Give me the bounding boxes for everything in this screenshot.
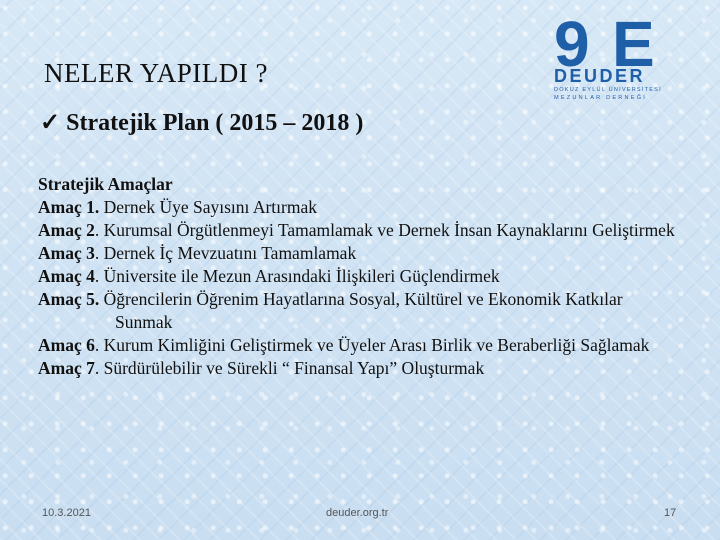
goal-label: Amaç 1.	[38, 197, 100, 217]
logo-wordmark: DEUDER	[554, 66, 646, 86]
goal-label: Amaç 2	[38, 220, 95, 240]
section-heading: Stratejik Amaçlar	[38, 174, 173, 194]
goal-item	[38, 196, 678, 219]
slide-subtitle	[40, 108, 363, 137]
goal-text: Dernek Üye Sayısını Artırmak	[99, 197, 317, 217]
logo-letter: E	[612, 12, 655, 80]
footer-date: 10.3.2021	[42, 507, 91, 519]
goal-item	[38, 288, 678, 334]
subtitle-text: Stratejik Plan ( 2015 – 2018 )	[66, 110, 364, 136]
goal-item	[38, 219, 678, 242]
goal-text: . Kurumsal Örgütlenmeyi Tamamlamak ve Dernek İnsan Kaynaklarını Geliştirmek	[94, 220, 675, 240]
goal-label: Amaç 5.	[38, 289, 100, 309]
logo-number: 9	[554, 12, 590, 80]
goal-text: . Üniversite ile Mezun Arasındaki İlişkileri Güçlendirmek	[94, 266, 500, 286]
footer-site: deuder.org.tr	[326, 507, 389, 519]
goals-list	[38, 173, 678, 380]
deuder-logo	[550, 12, 690, 102]
goal-label: Amaç 7	[38, 358, 95, 378]
logo-tagline-1: DOKUZ EYLÜL ÜNİVERSİTESİ	[554, 87, 662, 93]
goal-item	[38, 265, 678, 288]
goal-label: Amaç 4	[38, 266, 95, 286]
page-number: 17	[664, 507, 677, 519]
goal-text: . Sürdürülebilir ve Sürekli “ Finansal Yapı” Oluşturmak	[94, 358, 485, 378]
goal-text: Öğrencilerin Öğrenim Hayatlarına Sosyal, Kültürel ve Ekonomik Katkılar Sunmak	[99, 289, 623, 332]
slide-title: NELER YAPILDI ?	[44, 58, 268, 88]
goal-text: . Dernek İç Mevzuatını Tamamlamak	[94, 243, 357, 263]
goal-item	[38, 334, 678, 357]
checkmark-icon: ✓	[40, 110, 61, 136]
goal-text: . Kurum Kimliğini Geliştirmek ve Üyeler Arası Birlik ve Beraberliği Sağlamak	[94, 335, 650, 355]
goal-item	[38, 242, 678, 265]
logo-tagline-2: MEZUNLAR DERNEĞİ	[554, 95, 648, 101]
goal-label: Amaç 3	[38, 243, 95, 263]
goal-label: Amaç 6	[38, 335, 95, 355]
goal-item	[38, 357, 678, 380]
